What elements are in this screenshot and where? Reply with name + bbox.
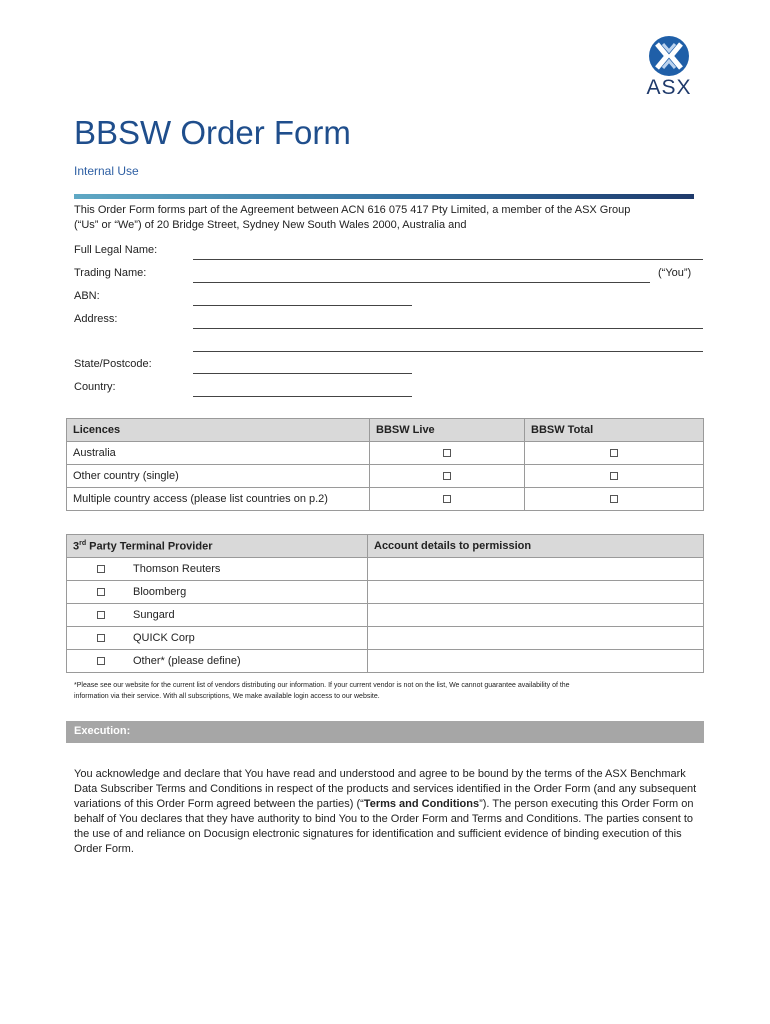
- intro-paragraph: [74, 203, 704, 233]
- provider-cell: [67, 627, 368, 650]
- provider-header-rest: Party Terminal Provider: [86, 540, 213, 553]
- account-details-cell[interactable]: [368, 581, 704, 604]
- execution-paragraph: [74, 767, 704, 857]
- account-details-cell[interactable]: [368, 604, 704, 627]
- bbsw-live-cell: [370, 442, 525, 465]
- account-details-cell[interactable]: [368, 627, 704, 650]
- trading-name-label: Trading Name:: [74, 267, 147, 279]
- licence-name: Other country (single): [67, 465, 370, 488]
- execution-label: Execution:: [74, 725, 131, 737]
- provider-header-sup: rd: [79, 539, 87, 547]
- provider-cell: [67, 581, 368, 604]
- bbsw-total-cell: [525, 465, 704, 488]
- provider-name: QUICK Corp: [133, 632, 195, 644]
- provider-header-prefix: 3: [73, 540, 80, 553]
- checkbox[interactable]: [443, 449, 451, 457]
- table-row: [67, 558, 704, 581]
- full-legal-name-field[interactable]: [193, 259, 703, 260]
- licence-name: Australia: [67, 442, 370, 465]
- bbsw-live-cell: [370, 465, 525, 488]
- terminal-provider-table: [66, 534, 704, 673]
- licences-table: [66, 418, 704, 511]
- page-title: BBSW Order Form: [74, 114, 351, 151]
- bbsw-live-cell: [370, 488, 525, 511]
- provider-name: Bloomberg: [133, 586, 187, 598]
- provider-cell: [67, 604, 368, 627]
- provider-cell: [67, 650, 368, 673]
- account-col-header: Account details to permission: [368, 535, 704, 558]
- intro-line-1: This Order Form forms part of the Agreement between ACN 616 075 417 Pty Limited, a member of the ASX Group: [74, 204, 631, 216]
- account-details-cell[interactable]: [368, 558, 704, 581]
- checkbox[interactable]: [97, 634, 105, 642]
- checkbox[interactable]: [97, 611, 105, 619]
- title-divider: [74, 194, 694, 199]
- address-field-line-2[interactable]: [193, 351, 703, 352]
- bbsw-live-col-header: BBSW Live: [370, 419, 525, 442]
- you-suffix: (“You”): [658, 267, 692, 279]
- trading-name-field[interactable]: [193, 282, 650, 283]
- logo-wordmark: ASX: [646, 76, 692, 99]
- bbsw-total-col-header: BBSW Total: [525, 419, 704, 442]
- asx-logo: [643, 36, 695, 100]
- provider-cell: [67, 558, 368, 581]
- execution-text-part-2: ”). The person executing this Order Form on behalf of You declares that they have authority to bind You to the Order Form and Terms and Conditions. The parties consent to the use of and reliance on Docusign electronic signatures for identification and sufficient evidence of binding execution of this Order Form.: [74, 798, 694, 855]
- table-row: [67, 581, 704, 604]
- checkbox[interactable]: [97, 657, 105, 665]
- licences-col-header: Licences: [67, 419, 370, 442]
- address-field-line-1[interactable]: [193, 328, 703, 329]
- table-row: [67, 442, 704, 465]
- abn-label: ABN:: [74, 290, 100, 302]
- checkbox[interactable]: [610, 495, 618, 503]
- execution-section-header: [66, 721, 704, 743]
- footnote-line-1: *Please see our website for the current list of vendors distributing our information. If your current vendor is not on the list, We cannot guarantee availability of the: [74, 682, 570, 689]
- checkbox[interactable]: [610, 449, 618, 457]
- checkbox[interactable]: [97, 588, 105, 596]
- provider-header-row: [67, 535, 704, 558]
- account-details-cell[interactable]: [368, 650, 704, 673]
- state-postcode-label: State/Postcode:: [74, 358, 152, 370]
- full-legal-name-label: Full Legal Name:: [74, 244, 158, 256]
- table-row: [67, 465, 704, 488]
- table-row: [67, 604, 704, 627]
- abn-field[interactable]: [193, 305, 412, 306]
- country-label: Country:: [74, 381, 116, 393]
- provider-name: Sungard: [133, 609, 175, 621]
- provider-col-header: [67, 535, 368, 558]
- bbsw-total-cell: [525, 442, 704, 465]
- provider-name: Thomson Reuters: [133, 563, 221, 575]
- table-row: [67, 650, 704, 673]
- licence-name: Multiple country access (please list countries on p.2): [67, 488, 370, 511]
- checkbox[interactable]: [97, 565, 105, 573]
- licences-header-row: [67, 419, 704, 442]
- checkbox[interactable]: [610, 472, 618, 480]
- execution-text-bold: Terms and Conditions: [363, 798, 480, 810]
- footnote-line-2: information via their service. With all subscriptions, We make available login access to our website.: [74, 693, 380, 700]
- state-postcode-field[interactable]: [193, 373, 412, 374]
- table-row: [67, 488, 704, 511]
- provider-name: Other* (please define): [133, 655, 241, 667]
- vendor-footnote: [74, 680, 704, 702]
- country-field[interactable]: [193, 396, 412, 397]
- address-label: Address:: [74, 313, 118, 325]
- bbsw-total-cell: [525, 488, 704, 511]
- table-row: [67, 627, 704, 650]
- intro-line-2: (“Us” or “We”) of 20 Bridge Street, Sydney New South Wales 2000, Australia and: [74, 219, 467, 231]
- checkbox[interactable]: [443, 472, 451, 480]
- page-subtitle: Internal Use: [74, 164, 139, 178]
- checkbox[interactable]: [443, 495, 451, 503]
- execution-text-part-1: You acknowledge and declare that You have read and understood and agree to be bound by the terms of the ASX Benchmark Data Subscriber Terms and Conditions in respect of the products and services identified in the Order Form (and any subsequent variations of this Order Form agreed between the parties) (“: [74, 768, 697, 810]
- asx-emblem-icon: [643, 36, 695, 76]
